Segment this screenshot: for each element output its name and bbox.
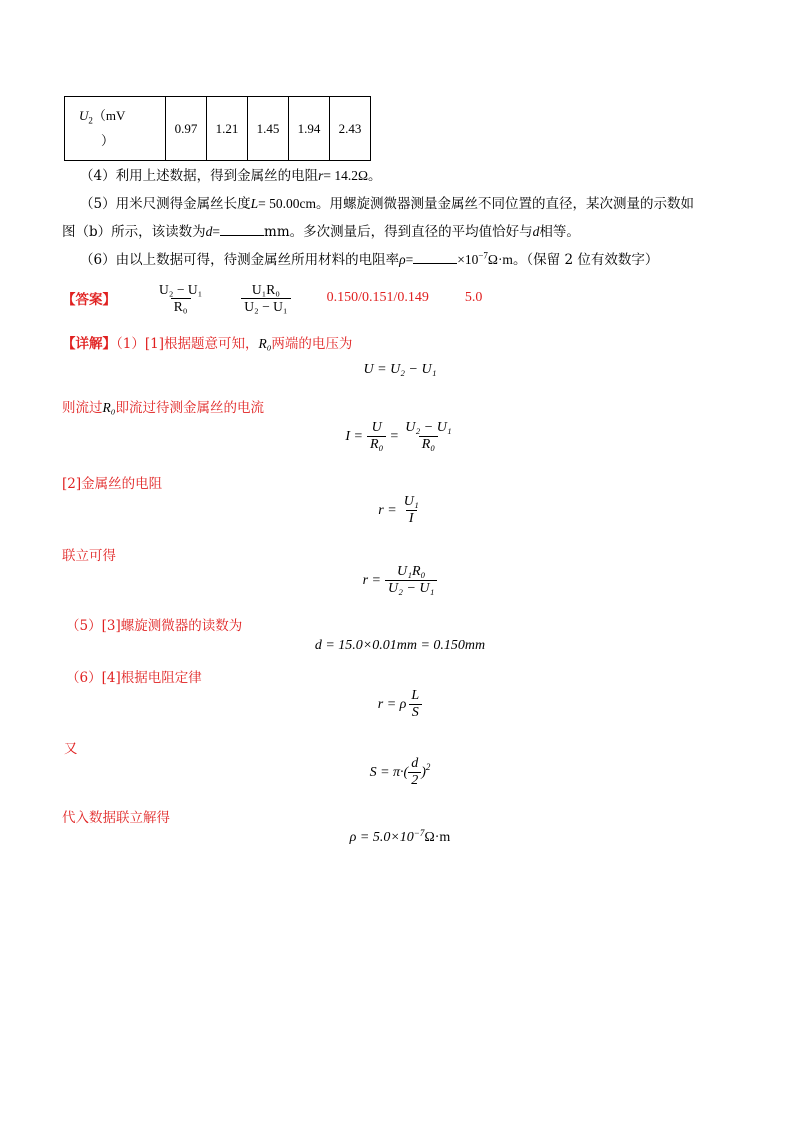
- q4-text: （4）利用上述数据，得到金属丝的电阻: [80, 168, 319, 184]
- question-6: [80, 248, 658, 268]
- q5-eq: =: [212, 224, 221, 239]
- fraction-numerator: U₁R₀: [251, 281, 280, 297]
- row-label-sub: 2: [88, 115, 93, 126]
- equation-7: [0, 756, 800, 789]
- explain-text: （5）[3]螺旋测微器的读数为: [66, 618, 243, 634]
- table-cell: 1.94: [289, 97, 330, 161]
- equation-text: d = 15.0×0.01mm = 0.150mm: [314, 638, 486, 653]
- explain-p2: [62, 396, 264, 416]
- equation-text: S = π·(: [369, 764, 409, 780]
- fraction-denominator: S: [409, 704, 422, 721]
- equation-8: [0, 830, 800, 846]
- explain-p8: [62, 806, 170, 826]
- data-table: [64, 96, 371, 161]
- explain-text: [2]金属丝的电阻: [62, 476, 163, 492]
- fraction-numerator: U₁: [403, 494, 419, 509]
- row-label-u2: [65, 97, 166, 161]
- fraction-numerator: U: [371, 420, 382, 435]
- explain-var: R₀: [258, 336, 272, 351]
- q5-var-l: L: [250, 196, 259, 211]
- q5-text-d: mm。多次测量后，得到直径的平均值恰好与: [264, 224, 533, 240]
- answer-2-fraction: [241, 282, 290, 315]
- explain-p7: [64, 737, 78, 757]
- equation-text: U = U₂ − U₁: [363, 362, 437, 377]
- equation-5: [0, 638, 800, 654]
- equation-text: =: [390, 428, 399, 444]
- fraction-denominator: R₀: [419, 436, 438, 453]
- equation-text: ρ = 5.0×10: [349, 830, 414, 845]
- equation-3: [0, 494, 800, 527]
- q6-unit: ×10: [457, 252, 479, 267]
- equation-exponent: 2: [425, 762, 431, 772]
- explain-text: 又: [64, 741, 78, 757]
- fraction-denominator: R₀: [367, 436, 386, 453]
- q5-text-b: 。用螺旋测微器测量金属丝不同位置的直径，某次测量的示数如: [315, 196, 694, 212]
- table-cell: 0.97: [166, 97, 207, 161]
- fraction-denominator: 2: [408, 772, 421, 789]
- equation-fraction: [367, 420, 386, 453]
- explain-text: 两端的电压为: [271, 336, 353, 352]
- q5-text-a: （5）用米尺测得金属丝长度: [80, 196, 251, 212]
- q5-var-d2: d: [532, 224, 540, 239]
- table-cell: 2.43: [330, 97, 371, 161]
- q5-text-e: 相等。: [539, 224, 580, 240]
- answer-1-fraction: [156, 282, 205, 315]
- equation-fraction: [385, 564, 437, 597]
- table-row: [65, 97, 371, 161]
- table-cell: 1.21: [207, 97, 248, 161]
- explain-text: 即流过待测金属丝的电流: [115, 400, 264, 416]
- q6-text: （6）由以上数据可得，待测金属丝所用材料的电阻率: [80, 252, 400, 268]
- fraction-denominator: I: [406, 510, 417, 527]
- answer-3: 0.150/0.151/0.149: [326, 290, 429, 305]
- answer-blank: [220, 223, 264, 236]
- q5-text-c: 图（b）所示，该读数为: [62, 224, 206, 240]
- q6-var: ρ: [399, 252, 406, 267]
- equation-text: I =: [345, 428, 363, 444]
- table-cell: 1.45: [248, 97, 289, 161]
- explain-p1: [62, 332, 352, 352]
- answer-label: 【答案】: [62, 292, 116, 308]
- answer-4: 5.0: [464, 290, 483, 305]
- row-label-var: U: [79, 108, 89, 124]
- equation-unit: Ω·m: [424, 830, 451, 845]
- q4-value: = 14.2Ω: [323, 168, 369, 183]
- equation-text: ): [421, 764, 426, 780]
- fraction-numerator: d: [411, 756, 419, 771]
- q6-suffix: 。（保留 2 位有效数字）: [512, 252, 659, 268]
- explain-p4: [62, 544, 116, 564]
- explain-text: （6）[4]根据电阻定律: [66, 670, 202, 686]
- equation-fraction: [402, 420, 454, 453]
- q4-var: r: [318, 168, 324, 183]
- explain-var: R₀: [102, 400, 116, 415]
- equation-4: [0, 564, 800, 597]
- explain-p5: [66, 614, 242, 634]
- explain-p6: [66, 666, 202, 686]
- explain-p3: [62, 472, 162, 492]
- explain-text: 则流过: [62, 400, 103, 416]
- q6-exp: −7: [478, 250, 488, 261]
- q6-eq: =: [405, 252, 414, 267]
- equation-text: r = ρ: [377, 696, 407, 712]
- fraction-denominator: U₂ − U₁: [385, 580, 437, 597]
- fraction-denominator: R₀: [171, 298, 191, 315]
- equation-exponent: −7: [413, 828, 425, 838]
- q4-suffix: 。: [368, 168, 382, 184]
- q6-unit2: Ω·m: [487, 252, 513, 267]
- equation-fraction: [408, 756, 421, 789]
- fraction-numerator: U₁R₀: [397, 564, 426, 579]
- equation-2: [0, 420, 800, 453]
- explain-text: 联立可得: [62, 548, 116, 564]
- equation-text: r =: [378, 502, 397, 518]
- question-5-line-2: [62, 220, 580, 240]
- explain-text: 代入数据联立解得: [62, 810, 170, 826]
- question-4: [80, 164, 382, 184]
- fraction-numerator: L: [411, 688, 420, 703]
- equation-1: [0, 362, 800, 378]
- equation-fraction: [401, 494, 422, 527]
- fraction-numerator: U₂ − U₁: [405, 420, 452, 435]
- answer-row: [62, 280, 482, 316]
- q5-length-value: = 50.00cm: [258, 196, 316, 211]
- answer-blank: [413, 251, 457, 264]
- equation-fraction: [408, 688, 422, 721]
- explain-text: （1）[1]根据题意可知，: [116, 336, 259, 352]
- equation-text: r =: [362, 572, 381, 588]
- question-5-line-1: [80, 192, 694, 212]
- row-label-unit: （mV: [92, 108, 126, 124]
- equation-6: [0, 688, 800, 721]
- q5-var-d: d: [205, 224, 213, 239]
- fraction-numerator: U₂ − U₁: [159, 281, 203, 297]
- fraction-denominator: U₂ − U₁: [241, 298, 290, 315]
- row-label-close: ）: [101, 132, 115, 148]
- explain-label: 【详解】: [62, 336, 116, 352]
